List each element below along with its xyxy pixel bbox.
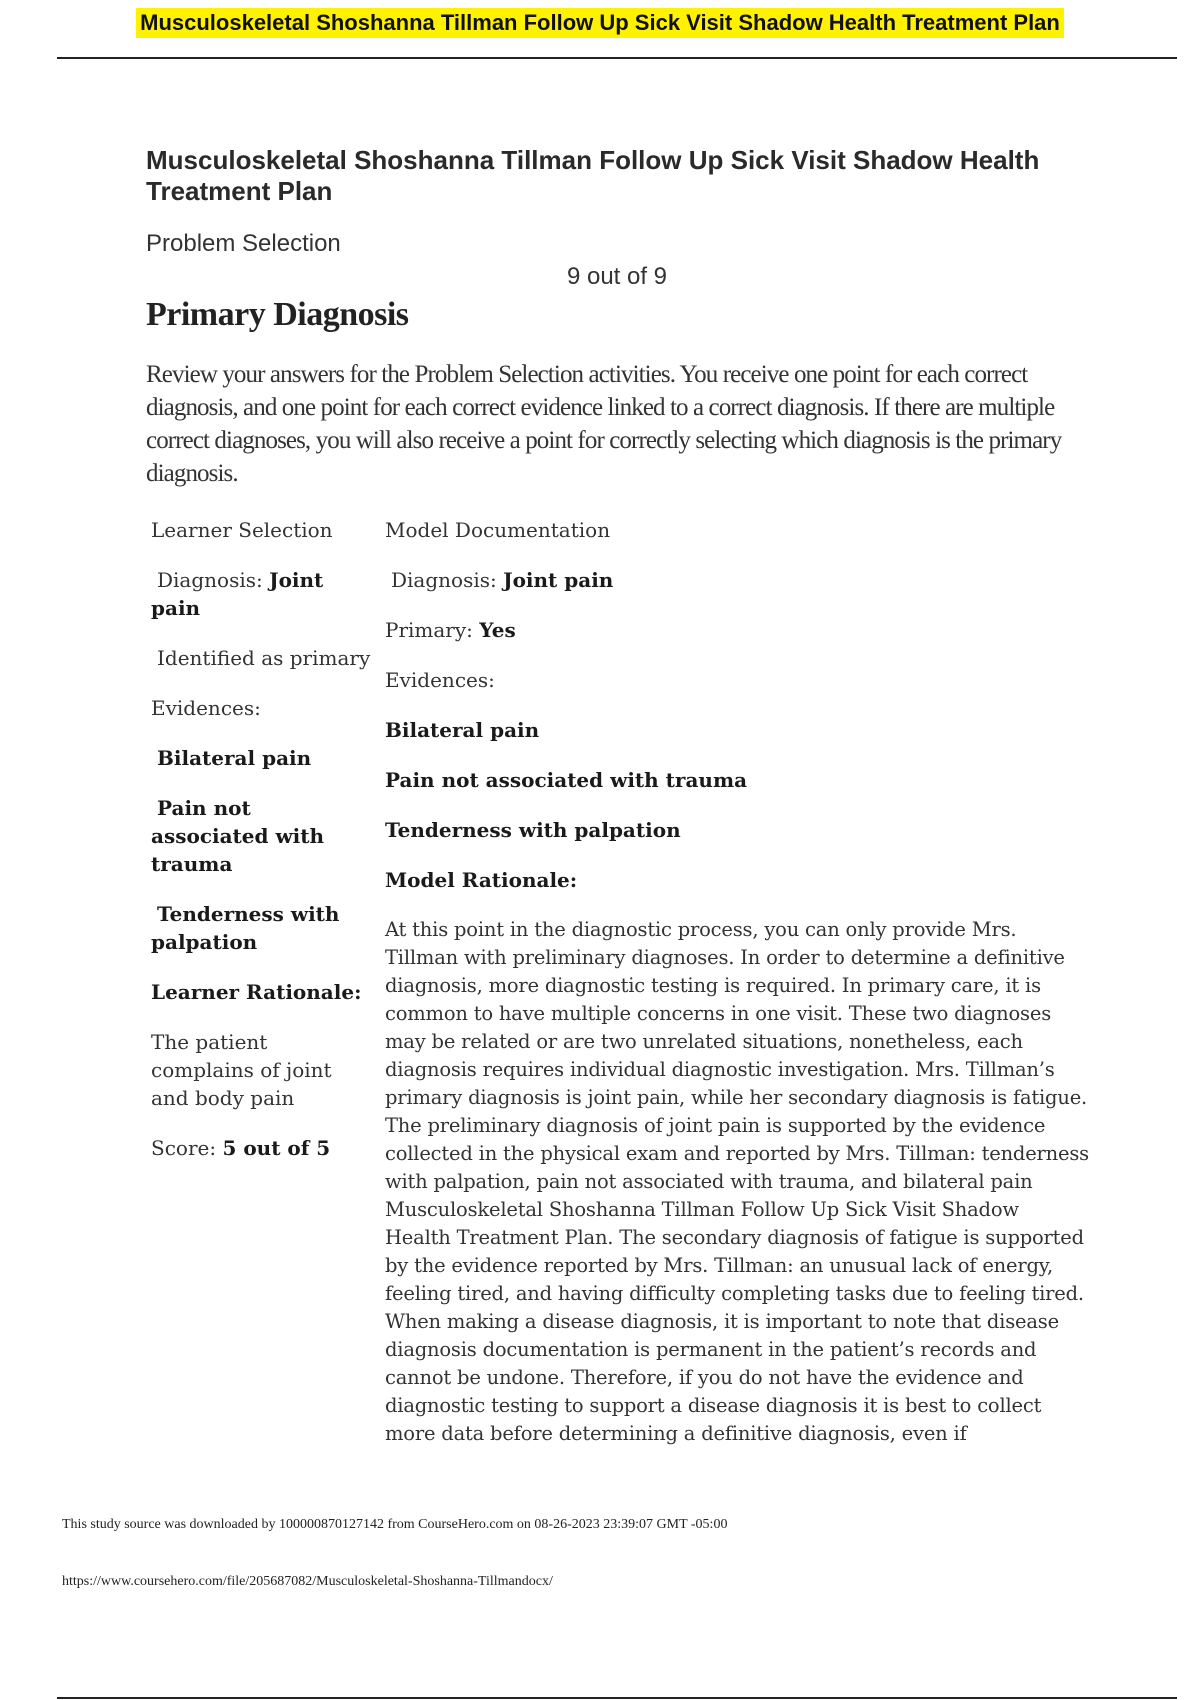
- learner-primary-note: Identified as primary: [157, 646, 371, 670]
- intro-paragraph: Review your answers for the Problem Selection activities. You receive one point for each correct diagnosis, and one point for each correct evidence linked to a correct diagnosis. If there are multiple correct diagnoses, you will also receive a point for correctly selecting which diagnosis is the primary diagnosis.: [146, 361, 1062, 487]
- model-evidences-label: Evidences:: [385, 668, 495, 692]
- model-rationale-label: Model Rationale:: [385, 868, 578, 892]
- learner-diagnosis-label: Diagnosis:: [157, 568, 263, 592]
- bottom-divider: [57, 1697, 1177, 1699]
- learner-score-label: Score:: [151, 1136, 217, 1160]
- learner-score: [151, 1134, 371, 1162]
- document-title: Musculoskeletal Shoshanna Tillman Follow Up Sick Visit Shadow Health Treatment Plan: [146, 145, 1040, 206]
- model-evidence-item: Pain not associated with trauma: [385, 768, 748, 792]
- learner-evidence-item: Pain not associated with trauma: [151, 796, 325, 876]
- model-primary-value: Yes: [479, 618, 516, 642]
- learner-rationale-text: The patient complains of joint and body pain: [151, 1030, 332, 1110]
- learner-diagnosis-value: Joint pain: [151, 568, 324, 620]
- model-evidence-item: Bilateral pain: [385, 718, 540, 742]
- model-header: Model Documentation: [385, 518, 611, 542]
- model-diagnosis: [385, 566, 1090, 594]
- model-diagnosis-value: Joint pain: [503, 568, 614, 592]
- score-summary: 9 out of 9: [566, 263, 668, 290]
- learner-rationale-label: Learner Rationale:: [151, 980, 362, 1004]
- learner-selection-column: [151, 516, 371, 1162]
- source-url: https://www.coursehero.com/file/205687082/Musculoskeletal-Shoshanna-Tillmandocx/: [62, 1574, 553, 1589]
- model-primary-label: Primary:: [385, 618, 473, 642]
- banner-title: Musculoskeletal Shoshanna Tillman Follow Up Sick Visit Shadow Health Treatment Plan: [136, 8, 1064, 38]
- learner-diagnosis: [151, 566, 371, 622]
- section-label: Problem Selection: [146, 230, 341, 257]
- section-heading: Primary Diagnosis: [146, 296, 409, 333]
- top-divider: [57, 57, 1177, 59]
- model-documentation-column: [385, 516, 1090, 1448]
- learner-header: Learner Selection: [151, 518, 333, 542]
- learner-evidence-item: Bilateral pain: [157, 746, 312, 770]
- model-primary: [385, 616, 1090, 644]
- model-evidence-item: Tenderness with palpation: [385, 818, 681, 842]
- download-source-note: This study source was downloaded by 100000870127142 from CourseHero.com on 08-26-2023 23:39:07 GMT -05:00: [62, 1517, 728, 1532]
- model-rationale-text: At this point in the diagnostic process, you can only provide Mrs. Tillman with preliminary diagnoses. In order to determine a definitive diagnosis, more diagnostic testing is required. In primary care, it is common to have multiple concerns in one visit. These two diagnoses may be related or are two unrelated situations, nonetheless, each diagnosis requires individual diagnostic investigation. Mrs. Tillman’s primary diagnosis is joint pain, while her secondary diagnosis is fatigue. The preliminary diagnosis of joint pain is supported by the evidence collected in the physical exam and reported by Mrs. Tillman: tenderness with palpation, pain not associated with trauma, and bilateral pain Musculoskeletal Shoshanna Tillman Follow Up Sick Visit Shadow Health Treatment Plan. The secondary diagnosis of fatigue is supported by the evidence reported by Mrs. Tillman: an unusual lack of energy, feeling tired, and having difficulty completing tasks due to feeling tired. When making a disease diagnosis, it is important to note that disease diagnosis documentation is permanent in the patient’s records and cannot be undone. Therefore, if you do not have the evidence and diagnostic testing to support a disease diagnosis it is best to collect more data before determining a definitive diagnosis, even if: [385, 918, 1089, 1445]
- learner-score-value: 5 out of 5: [222, 1136, 331, 1160]
- banner: [0, 8, 1200, 38]
- learner-evidence-item: Tenderness with palpation: [151, 902, 340, 954]
- model-diagnosis-label: Diagnosis:: [391, 568, 497, 592]
- learner-evidences-label: Evidences:: [151, 696, 261, 720]
